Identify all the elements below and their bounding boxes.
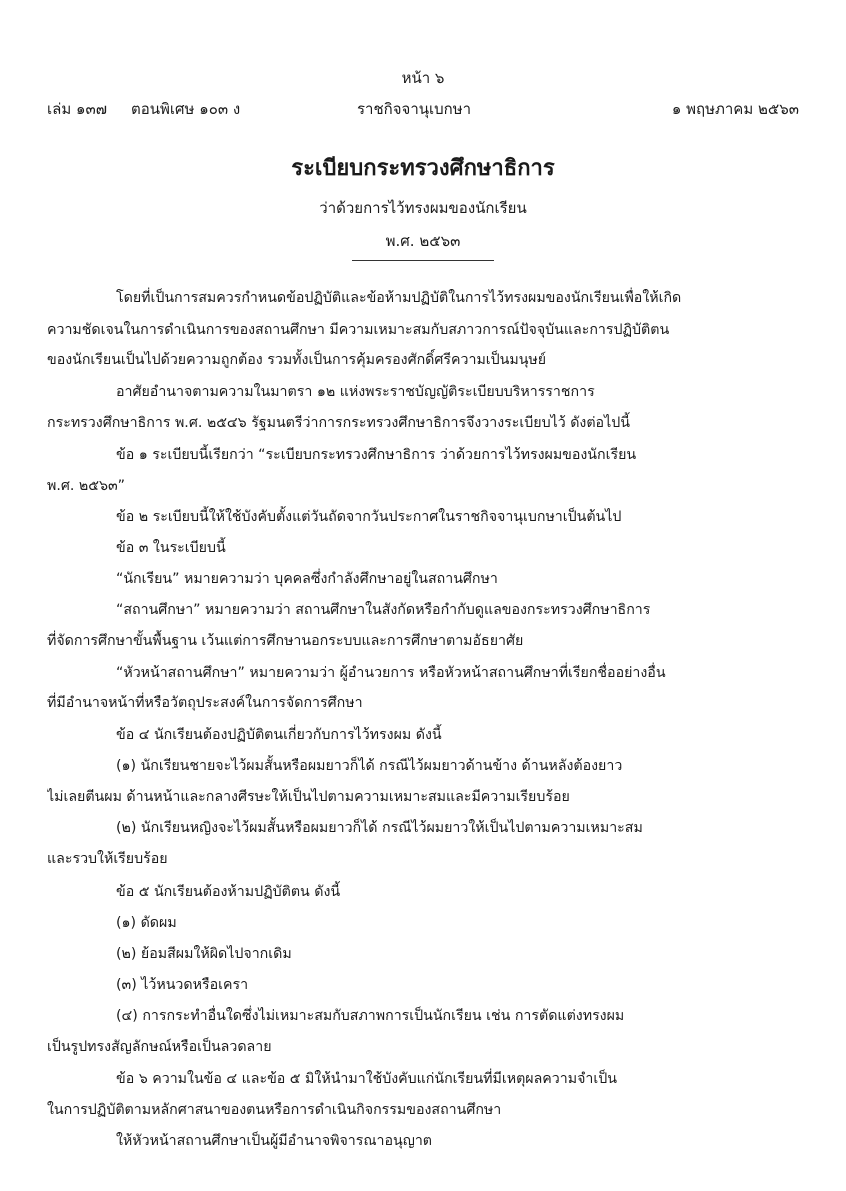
- body-line: ของนักเรียนเป็นไปด้วยความถูกต้อง รวมทั้งเป็นการคุ้มครองศักดิ์ศรีความเป็นมนุษย์: [47, 352, 547, 368]
- body-line: ข้อ ๑ ระเบียบนี้เรียกว่า “ระเบียบกระทรวงศึกษาธิการ ว่าด้วยการไว้ทรงผมของนักเรียน: [116, 447, 637, 463]
- body-line: (๔) การกระทำอื่นใดซึ่งไม่เหมาะสมกับสภาพการเป็นนักเรียน เช่น การตัดแต่งทรงผม: [116, 1008, 625, 1024]
- body-line: “สถานศึกษา” หมายความว่า สถานศึกษาในสังกัดหรือกำกับดูแลของกระทรวงศึกษาธิการ: [116, 602, 651, 618]
- gazette-name: ราชกิจจานุเบกษา: [357, 100, 472, 118]
- title-divider: [352, 260, 494, 261]
- body-line: ข้อ ๖ ความในข้อ ๔ และข้อ ๕ มิให้นำมาใช้บังคับแก่นักเรียนที่มีเหตุผลความจำเป็น: [116, 1071, 617, 1087]
- body-line: “หัวหน้าสถานศึกษา” หมายความว่า ผู้อำนวยการ หรือหัวหน้าสถานศึกษาที่เรียกชื่ออย่างอื่น: [116, 665, 666, 681]
- document-year: พ.ศ. ๒๕๖๓: [385, 232, 461, 250]
- body-line: ข้อ ๔ นักเรียนต้องปฏิบัติตนเกี่ยวกับการไว้ทรงผม ดังนี้: [116, 727, 442, 743]
- body-line: กระทรวงศึกษาธิการ พ.ศ. ๒๕๔๖ รัฐมนตรีว่าการกระทรวงศึกษาธิการจึงวางระเบียบไว้ ดังต่อไปนี้: [47, 415, 630, 431]
- body-line: ข้อ ๒ ระเบียบนี้ให้ใช้บังคับตั้งแต่วันถัดจากวันประกาศในราชกิจจานุเบกษาเป็นต้นไป: [116, 509, 622, 525]
- body-line: ความชัดเจนในการดำเนินการของสถานศึกษา มีความเหมาะสมกับสภาวการณ์ปัจจุบันและการปฏิบัติตน: [47, 322, 670, 338]
- volume-label: เล่ม ๑๓๗: [47, 100, 108, 118]
- body-line: โดยที่เป็นการสมควรกำหนดข้อปฏิบัติและข้อห้ามปฏิบัติในการไว้ทรงผมของนักเรียนเพื่อให้เกิด: [116, 290, 682, 306]
- page-number: หน้า ๖: [401, 69, 445, 87]
- body-line: ที่มีอำนาจหน้าที่หรือวัตถุประสงค์ในการจัดการศึกษา: [47, 695, 363, 711]
- document-subtitle: ว่าด้วยการไว้ทรงผมของนักเรียน: [319, 199, 527, 217]
- body-line: (๒) ย้อมสีผมให้ผิดไปจากเดิม: [116, 946, 292, 962]
- body-line: ไม่เลยตีนผม ด้านหน้าและกลางศีรษะให้เป็นไปตามความเหมาะสมและมีความเรียบร้อย: [47, 789, 570, 805]
- body-line: (๒) นักเรียนหญิงจะไว้ผมสั้นหรือผมยาวก็ได้ กรณีไว้ผมยาวให้เป็นไปตามความเหมาะสม: [116, 820, 643, 836]
- body-line: ในการปฏิบัติตามหลักศาสนาของตนหรือการดำเนินกิจกรรมของสถานศึกษา: [47, 1102, 502, 1118]
- section-label: ตอนพิเศษ ๑๐๓ ง: [131, 100, 241, 118]
- body-line: ที่จัดการศึกษาขั้นพื้นฐาน เว้นแต่การศึกษานอกระบบและการศึกษาตามอัธยาศัย: [47, 633, 524, 649]
- body-line: พ.ศ. ๒๕๖๓”: [47, 478, 126, 494]
- body-line: เป็นรูปทรงสัญลักษณ์หรือเป็นลวดลาย: [47, 1039, 272, 1055]
- gazette-date: ๑ พฤษภาคม ๒๕๖๓: [671, 100, 799, 118]
- body-line: อาศัยอำนาจตามความในมาตรา ๑๒ แห่งพระราชบัญญัติระเบียบบริหารราชการ: [116, 384, 595, 400]
- body-line: “นักเรียน” หมายความว่า บุคคลซึ่งกำลังศึกษาอยู่ในสถานศึกษา: [116, 571, 498, 587]
- body-line: (๑) ดัดผม: [116, 915, 177, 931]
- body-line: ข้อ ๓ ในระเบียบนี้: [116, 540, 226, 556]
- body-line: ให้หัวหน้าสถานศึกษาเป็นผู้มีอำนาจพิจารณาอนุญาต: [116, 1133, 432, 1149]
- body-line: และรวบให้เรียบร้อย: [47, 851, 168, 867]
- body-line: ข้อ ๕ นักเรียนต้องห้ามปฏิบัติตน ดังนี้: [116, 884, 341, 900]
- body-line: (๑) นักเรียนชายจะไว้ผมสั้นหรือผมยาวก็ได้ กรณีไว้ผมยาวด้านข้าง ด้านหลังต้องยาว: [116, 758, 623, 774]
- document-title: ระเบียบกระทรวงศึกษาธิการ: [291, 156, 555, 181]
- body-line: (๓) ไว้หนวดหรือเครา: [116, 977, 249, 993]
